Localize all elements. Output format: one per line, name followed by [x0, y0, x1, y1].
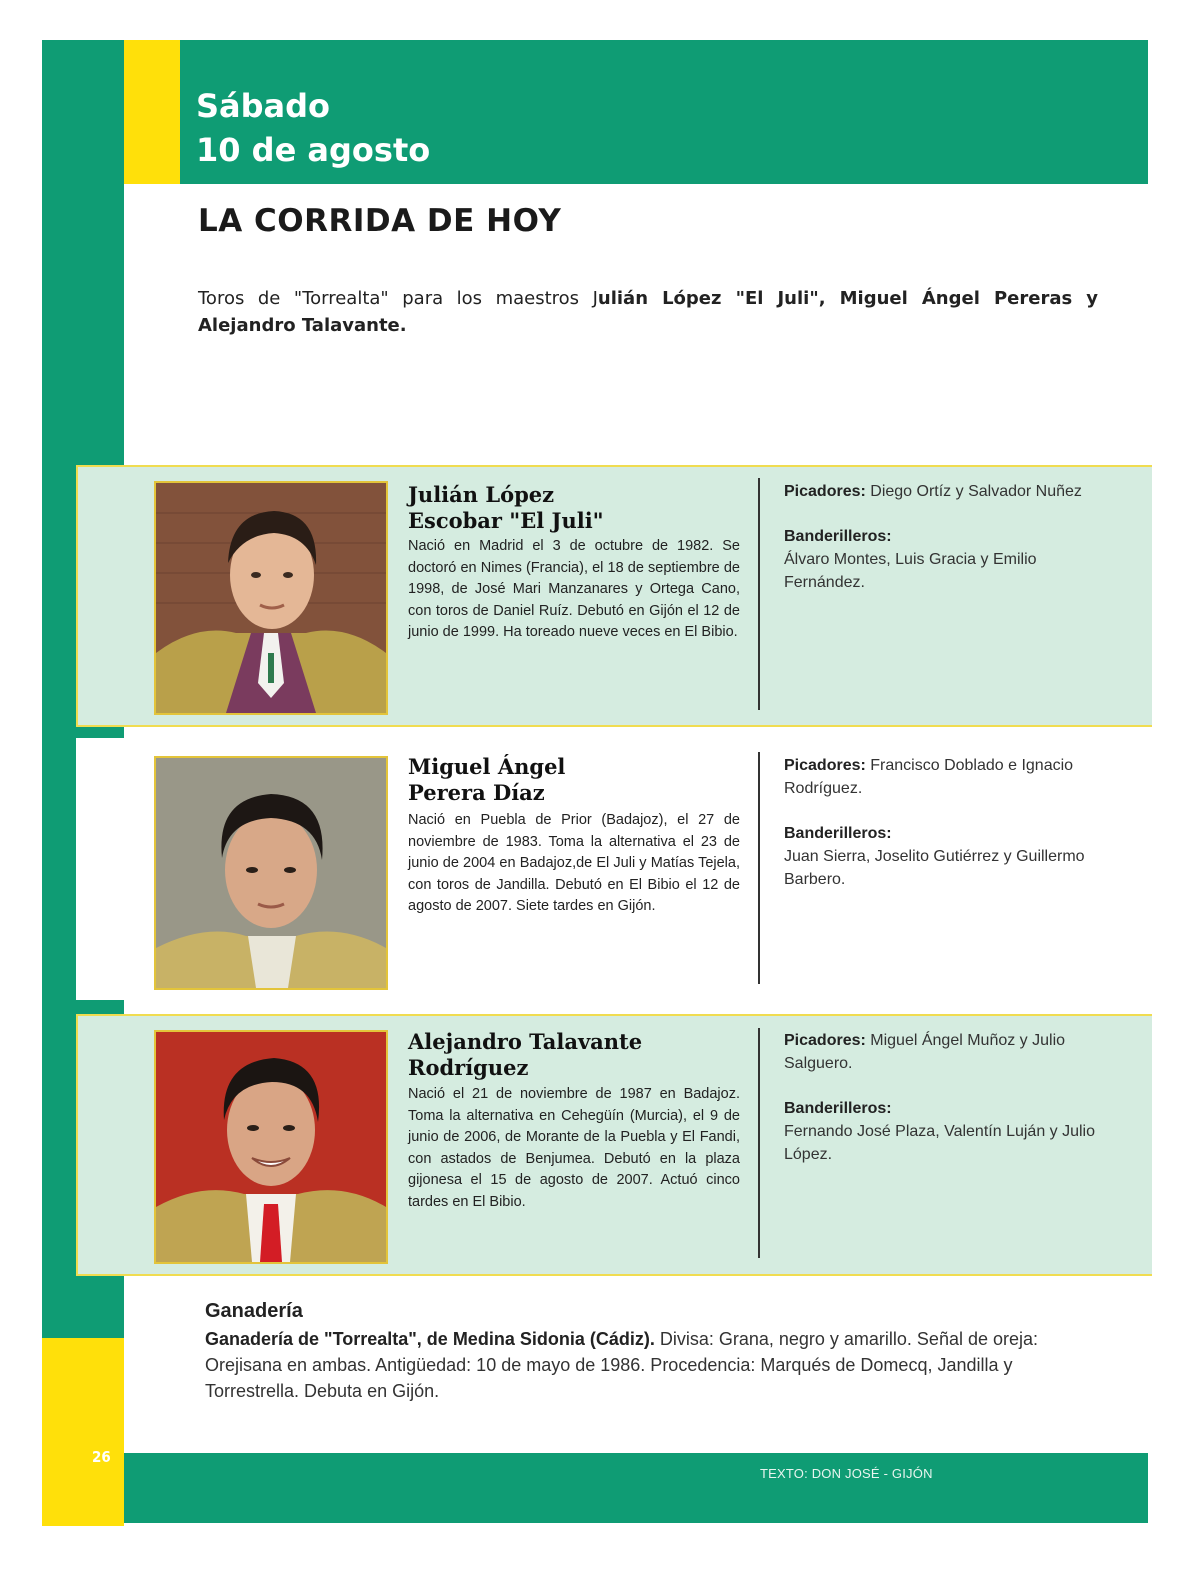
picadores-label: Picadores: — [784, 757, 866, 774]
footer-bar — [124, 1453, 1148, 1523]
banderilleros-label: Banderilleros: — [784, 1100, 892, 1117]
torero-name-line2: Rodríguez — [408, 1055, 529, 1080]
ganaderia-text: Divisa: Grana, negro y amarillo. Señal de oreja: Orejisana en ambas. Antigüedad: 10 de mayo de 1986. Procedencia: Marqués de Domecq, Jandilla y Torrestrella. Debuta en Gijón. — [205, 1329, 1039, 1401]
banderilleros-names: Álvaro Montes, Luis Gracia y Emilio Fernández. — [784, 551, 1037, 591]
banderilleros-label: Banderilleros: — [784, 825, 892, 842]
torero-photo-1 — [154, 481, 388, 715]
torero-crew-1 — [784, 480, 1114, 594]
picadores-names: Francisco Doblado e Ignacio Rodríguez. — [784, 757, 1074, 797]
divider-line — [758, 478, 760, 710]
ganaderia-section — [205, 1298, 1105, 1404]
left-yellow-accent — [42, 1338, 124, 1526]
torero-photo-2 — [154, 756, 388, 990]
picadores-label: Picadores: — [784, 1032, 866, 1049]
day-title: Sábado 10 de agosto — [196, 87, 431, 169]
ganaderia-title: Ganadería — [205, 1300, 303, 1322]
intro-text: Toros de "Torrealta" para los maestros J — [198, 288, 598, 309]
torero-photo-3 — [154, 1030, 388, 1264]
torero-name-3 — [408, 1029, 748, 1081]
section-title: LA CORRIDA DE HOY — [198, 203, 562, 239]
page-number: 26 — [92, 1448, 111, 1466]
intro-bold-text: ulián López "El Juli", Miguel Ángel Pereras y Alejandro Talavante. — [198, 288, 1098, 336]
torero-bio-3: Nació el 21 de noviembre de 1987 en Badajoz. Toma la alternativa en Cehegüín (Murcia), el 9 de junio de 2006, de Morante de la Puebla y El Fandi, con astados de Benjumea. Debutó en la plaza gijonesa el 15 de agosto de 2007. Actuó cinco tardes en El Bibio. — [408, 1086, 740, 1210]
intro-paragraph — [198, 285, 1098, 339]
torero-name-line1: Alejandro Talavante — [408, 1029, 643, 1054]
torero-name-line2: Perera Díaz — [408, 780, 545, 805]
banderilleros-names: Fernando José Plaza, Valentín Luján y Julio López. — [784, 1123, 1096, 1163]
torero-crew-2 — [784, 754, 1114, 891]
footer-credit: TEXTO: DON JOSÉ - GIJÓN — [760, 1466, 933, 1481]
torero-bio-1: Nació en Madrid el 3 de octubre de 1982. Se doctoró en Nimes (Francia), el 18 de septiembre de 1998, de José Mari Manzanares y Ortega Cano, con toros de Daniel Ruíz. Debutó en Gijón el 12 de junio de 1999. Ha toreado nueve veces en El Bibio. — [408, 538, 740, 641]
torero-crew-3 — [784, 1029, 1114, 1166]
header-yellow-accent — [124, 40, 180, 184]
divider-line — [758, 1028, 760, 1258]
torero-name-line2: Escobar "El Juli" — [408, 508, 604, 533]
divider-line — [758, 752, 760, 984]
torero-name-2 — [408, 754, 748, 806]
torero-name-line1: Miguel Ángel — [408, 754, 566, 779]
torero-bio-2: Nació en Puebla de Prior (Badajoz), el 27 de noviembre de 1983. Toma la alternativa el 23 de junio de 2004 en Badajoz,de El Juli y Matías Tejela, con toros de Jandilla. Debutó en El Bibio el 12 de agosto de 2007. Siete tardes en Gijón. — [408, 812, 740, 915]
torero-name-line1: Julián López — [408, 482, 555, 507]
torero-name-1 — [408, 482, 748, 534]
ganaderia-lead: Ganadería de "Torrealta", de Medina Sidonia (Cádiz). — [205, 1329, 655, 1349]
banderilleros-names: Juan Sierra, Joselito Gutiérrez y Guillermo Barbero. — [784, 848, 1085, 888]
picadores-label: Picadores: — [784, 483, 866, 500]
picadores-names: Diego Ortíz y Salvador Nuñez — [870, 483, 1082, 500]
picadores-names: Miguel Ángel Muñoz y Julio Salguero. — [784, 1032, 1066, 1072]
banderilleros-label: Banderilleros: — [784, 528, 892, 545]
